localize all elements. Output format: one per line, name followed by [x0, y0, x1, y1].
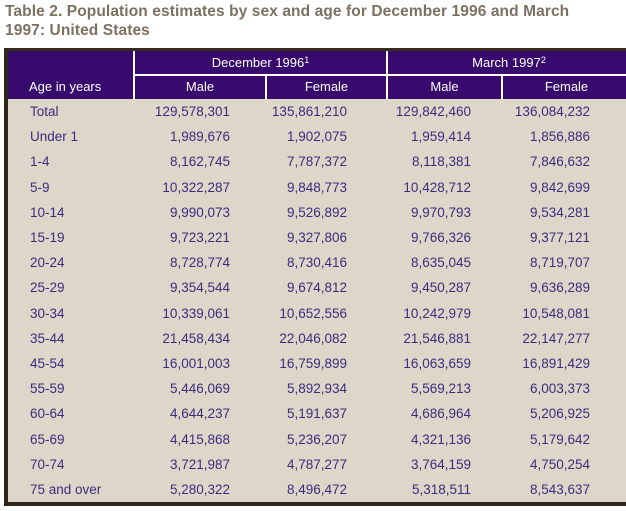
header-column-row [135, 76, 626, 99]
population-value-cell: 135,861,210 [271, 104, 347, 120]
age-label: 30-34 [30, 305, 65, 321]
table-row [8, 426, 626, 451]
population-value-cell: 8,728,774 [169, 255, 230, 271]
table-row [8, 275, 626, 300]
table-row [8, 326, 626, 351]
age-label: 75 and over [30, 481, 102, 497]
table-row [8, 401, 626, 426]
population-value-cell: 9,327,806 [286, 230, 347, 246]
population-value-cell: 5,569,213 [410, 381, 471, 397]
table-row [8, 200, 626, 225]
age-label: 35-44 [30, 330, 65, 346]
population-value-cell: 4,321,136 [410, 431, 471, 447]
age-label: 10-14 [30, 204, 65, 220]
population-value-cell: 10,339,061 [162, 305, 230, 321]
population-value-cell: 8,162,745 [169, 154, 230, 170]
header-group-row [135, 51, 626, 76]
population-value-cell: 4,750,254 [529, 456, 590, 472]
population-value-cell: 1,856,886 [529, 129, 590, 145]
population-value-cell: 4,787,277 [286, 456, 347, 472]
population-value-cell: 8,635,045 [410, 255, 471, 271]
population-value-cell: 9,534,281 [529, 204, 590, 220]
column-header-mar-female: Female [544, 79, 589, 94]
population-value-cell: 5,280,322 [169, 481, 230, 497]
population-value-cell: 10,652,556 [279, 305, 347, 321]
table-row [8, 351, 626, 376]
population-value-cell: 9,970,793 [410, 204, 471, 220]
table-row [8, 250, 626, 275]
population-value-cell: 16,001,003 [162, 355, 230, 371]
table-row [8, 376, 626, 401]
population-value-cell: 8,730,416 [286, 255, 347, 271]
age-label: 5-9 [30, 179, 50, 195]
population-value-cell: 21,546,881 [403, 330, 471, 346]
age-label: 1-4 [30, 154, 50, 170]
population-value-cell: 9,674,812 [286, 280, 347, 296]
population-value-cell: 129,578,301 [154, 104, 230, 120]
population-value-cell: 10,242,979 [403, 305, 471, 321]
population-value-cell: 4,686,964 [410, 406, 471, 422]
population-value-cell: 3,764,159 [410, 456, 471, 472]
age-label: 65-69 [30, 431, 65, 447]
group-header-december-1996 [135, 51, 388, 74]
population-value-cell: 10,548,081 [522, 305, 590, 321]
age-label: 25-29 [30, 280, 65, 296]
population-value-cell: 9,990,073 [169, 204, 230, 220]
population-value-cell: 5,179,642 [529, 431, 590, 447]
population-value-cell: 5,236,207 [286, 431, 347, 447]
table-row [8, 149, 626, 174]
table-row [8, 301, 626, 326]
population-value-cell: 9,848,773 [286, 179, 347, 195]
population-value-cell: 1,989,676 [169, 129, 230, 145]
population-value-cell: 8,496,472 [286, 481, 347, 497]
header-right-section [135, 51, 626, 99]
column-header-dec-female: Female [267, 76, 388, 99]
table-row [8, 175, 626, 200]
population-value-cell: 9,354,544 [169, 280, 230, 296]
table-row [8, 99, 626, 124]
population-value-cell: 1,959,414 [410, 129, 471, 145]
population-value-cell: 5,191,637 [286, 406, 347, 422]
population-value-cell: 136,084,232 [514, 104, 590, 120]
population-value-cell: 6,003,373 [529, 381, 590, 397]
population-value-cell: 4,415,868 [169, 431, 230, 447]
population-value-cell: 21,458,434 [162, 330, 230, 346]
population-value-cell: 9,723,221 [169, 230, 230, 246]
table-header [8, 51, 626, 99]
population-value-cell: 9,636,289 [529, 280, 590, 296]
age-column-header: Age in years [8, 51, 135, 99]
population-value-cell: 16,891,429 [522, 355, 590, 371]
table-title: Table 2. Population estimates by sex and age for December 1996 and March 1997: United States [5, 3, 570, 39]
population-value-cell: 9,842,699 [529, 179, 590, 195]
population-value-cell: 22,046,082 [279, 330, 347, 346]
table-row [8, 452, 626, 477]
population-value-cell: 129,842,460 [395, 104, 471, 120]
population-value-cell: 9,526,892 [286, 204, 347, 220]
population-value-cell: 22,147,277 [522, 330, 590, 346]
population-value-cell: 1,902,075 [286, 129, 347, 145]
population-value-cell: 7,787,372 [286, 154, 347, 170]
population-value-cell: 9,450,287 [410, 280, 471, 296]
age-label: 70-74 [30, 456, 65, 472]
footnote-marker-1: 1 [304, 55, 310, 65]
group-header-march-1997 [388, 51, 626, 74]
population-value-cell: 10,428,712 [403, 179, 471, 195]
population-value-cell: 5,892,934 [286, 381, 347, 397]
age-label: Under 1 [30, 129, 79, 145]
population-value-cell: 4,644,237 [169, 406, 230, 422]
group-label: March 1997 [472, 55, 541, 70]
population-value-cell: 9,766,326 [410, 230, 471, 246]
table-row [8, 225, 626, 250]
table-row [8, 477, 626, 502]
population-value-cell: 8,118,381 [411, 154, 471, 170]
population-value-cell: 8,543,637 [529, 481, 590, 497]
population-value-cell: 16,063,659 [403, 355, 471, 371]
footnote-marker-2: 2 [540, 55, 546, 65]
age-label: 15-19 [30, 230, 65, 246]
population-value-cell: 3,721,987 [169, 456, 230, 472]
age-label: 60-64 [30, 406, 65, 422]
population-value-cell: 10,322,287 [162, 179, 230, 195]
population-value-cell: 5,446,069 [169, 381, 230, 397]
column-header-dec-male: Male [135, 76, 267, 99]
age-label: 20-24 [30, 255, 65, 271]
age-label: 45-54 [30, 355, 65, 371]
table-body [8, 99, 626, 502]
population-value-cell: 16,759,899 [279, 355, 347, 371]
table-row [8, 124, 626, 149]
population-value-cell: 9,377,121 [529, 230, 590, 246]
population-value-cell: 7,846,632 [529, 154, 590, 170]
population-value-cell: 5,318,511 [411, 481, 471, 497]
population-table [4, 48, 626, 506]
age-label: 55-59 [30, 381, 65, 397]
group-label: December 1996 [211, 55, 305, 70]
population-value-cell: 5,206,925 [529, 406, 590, 422]
age-label: Total [30, 104, 59, 120]
column-header-mar-male: Male [388, 76, 503, 99]
population-value-cell: 8,719,707 [529, 255, 590, 271]
